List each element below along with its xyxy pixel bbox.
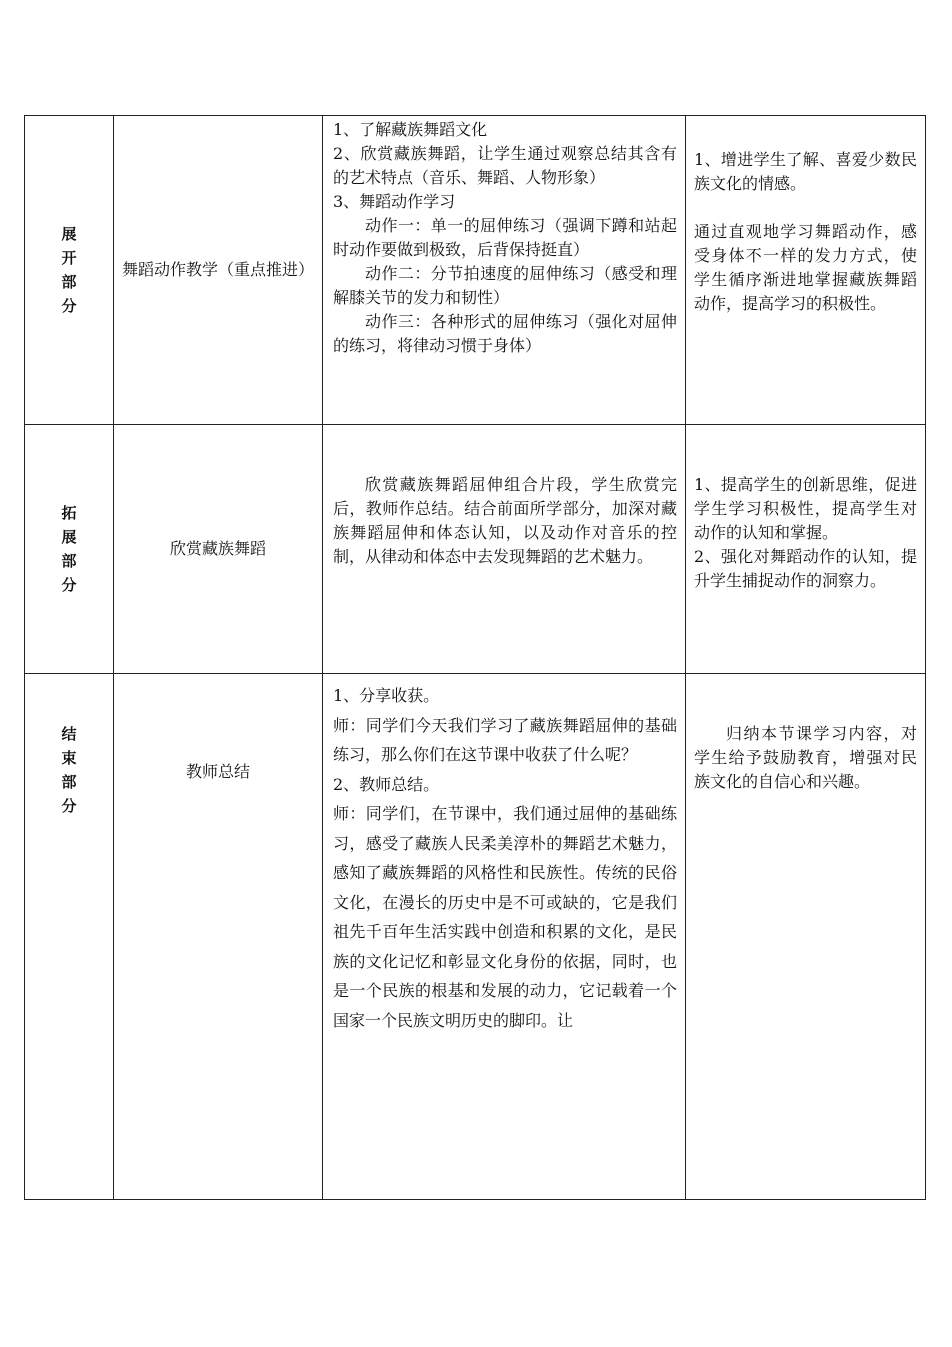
- activity-cell: [114, 425, 323, 674]
- process-line: 动作二：分节拍速度的屈伸练习（感受和理解膝关节的发力和韧性）: [333, 264, 677, 307]
- section-char: 分: [61, 576, 77, 594]
- process-line: 动作一：单一的屈伸练习（强调下蹲和站起时动作要做到极致，后背保持挺直）: [333, 216, 677, 259]
- purpose-content: [686, 425, 925, 673]
- section-char: 分: [61, 797, 77, 815]
- section-label: [25, 116, 113, 424]
- lesson-plan-table: [24, 115, 926, 1200]
- process-line: 2、教师总结。: [333, 774, 440, 794]
- table-row-development: [25, 116, 926, 425]
- process-line: 3、舞蹈动作学习: [333, 192, 456, 211]
- process-line: 动作三：各种形式的屈伸练习（强化对屈伸的练习，将律动习惯于身体）: [333, 312, 677, 355]
- table-row-conclusion: [25, 674, 926, 1200]
- section-cell: [25, 425, 114, 674]
- process-cell: [323, 116, 686, 425]
- section-char: 开: [61, 249, 77, 267]
- section-char: 分: [61, 297, 77, 315]
- process-content: [323, 116, 685, 424]
- section-label: [25, 674, 113, 1199]
- purpose-cell: [686, 425, 926, 674]
- process-cell: [323, 674, 686, 1200]
- section-char: 束: [61, 749, 77, 767]
- purpose-line: 1、增进学生了解、喜爱少数民族文化的情感。: [694, 150, 917, 193]
- table-row-extension: [25, 425, 926, 674]
- section-char: 展: [61, 225, 77, 243]
- section-char: 拓: [61, 504, 77, 522]
- section-cell: [25, 674, 114, 1200]
- activity-text: 教师总结: [185, 762, 250, 781]
- section-char: 结: [61, 725, 77, 743]
- purpose-content: [686, 674, 925, 1199]
- process-line: 1、了解藏族舞蹈文化: [333, 120, 488, 139]
- section-char: 部: [61, 552, 77, 570]
- activity-text: 舞蹈动作教学（重点推进）: [122, 260, 315, 279]
- section-char: 展: [61, 528, 77, 546]
- process-line: 1、分享收获。: [333, 686, 440, 705]
- process-line: 师：同学们，在节课中，我们通过屈伸的基础练习，感受了藏族人民柔美淳朴的舞蹈艺术魅力，感知了藏族舞蹈的风格性和民族性。传统的民俗文化，在漫长的历史中是不可或缺的，它是我们祖先千百年生活实践中创造和积累的文化，是民族的文化记忆和彰显文化身份的依据，同时，也是一个民族的根基和发展的动力，它记载着一个国家一个民族文明历史的脚印。让: [333, 804, 677, 1030]
- activity-cell: [114, 116, 323, 425]
- purpose-content: [686, 116, 925, 424]
- activity-cell: [114, 674, 323, 1200]
- process-content: [323, 425, 685, 673]
- section-char: 部: [61, 273, 77, 291]
- process-line: 2、欣赏藏族舞蹈，让学生通过观察总结其含有的艺术特点（音乐、舞蹈、人物形象）: [333, 144, 677, 187]
- purpose-line: 2、强化对舞蹈动作的认知，提升学生捕捉动作的洞察力。: [694, 547, 917, 590]
- purpose-line: 通过直观地学习舞蹈动作，感受身体不一样的发力方式，使学生循序渐进地掌握藏族舞蹈动作，提高学习的积极性。: [694, 222, 917, 313]
- activity-text: 欣赏藏族舞蹈: [169, 539, 266, 558]
- process-line: 欣赏藏族舞蹈屈伸组合片段，学生欣赏完后，教师作总结。结合前面所学部分，加深对藏族舞蹈屈伸和体态认知，以及动作对音乐的控制，从律动和体态中去发现舞蹈的艺术魅力。: [333, 475, 677, 566]
- purpose-cell: [686, 116, 926, 425]
- section-cell: [25, 116, 114, 425]
- section-char: 部: [61, 773, 77, 791]
- purpose-line: 1、提高学生的创新思维，促进学生学习积极性，提高学生对动作的认知和掌握。: [694, 475, 917, 542]
- section-label: [25, 425, 113, 673]
- purpose-cell: [686, 674, 926, 1200]
- process-content: [323, 674, 685, 1199]
- process-line: 师：同学们今天我们学习了藏族舞蹈屈伸的基础练习，那么你们在这节课中收获了什么呢？: [333, 715, 677, 764]
- process-cell: [323, 425, 686, 674]
- purpose-line: 归纳本节课学习内容，对学生给予鼓励教育，增强对民族文化的自信心和兴趣。: [694, 724, 917, 791]
